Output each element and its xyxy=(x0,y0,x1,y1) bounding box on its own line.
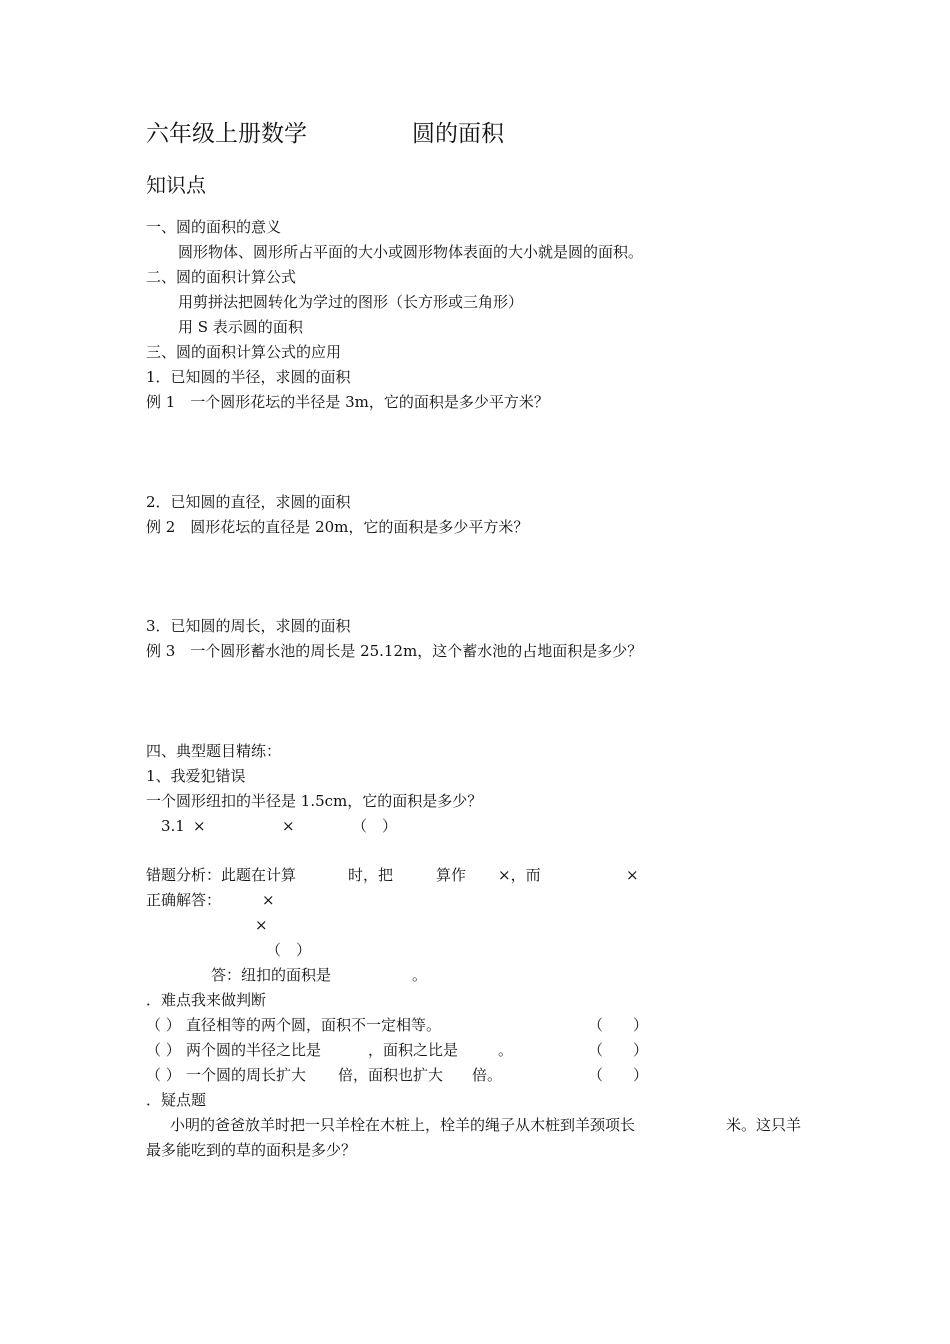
judge-1-lead: （ ） xyxy=(146,1016,181,1034)
s3-example2: 例 2 圆形花坛的直径是 20m，它的面积是多少平方米？ xyxy=(146,518,529,536)
s2-line1: 用剪拼法把圆转化为学过的图形（长方形或三角形） xyxy=(178,293,524,311)
p3-line1-a: 小明的爸爸放羊时把一只羊栓在木桩上，栓羊的绳子从木桩到羊颈项长 xyxy=(170,1116,636,1134)
correct-paren-line: （ ） xyxy=(266,941,312,959)
s1-heading: 一、圆的面积的意义 xyxy=(146,218,282,236)
p1-title: 1、我爱犯错误 xyxy=(146,767,246,785)
judge-3-text-a: 一个圆的周长扩大 xyxy=(186,1066,307,1084)
judge-3-box: （ ） xyxy=(588,1066,649,1084)
s1-text: 圆形物体、圆形所占平面的大小或圆形物体表面的大小就是圆的面积。 xyxy=(178,243,644,261)
s2-heading: 二、圆的面积计算公式 xyxy=(146,268,297,286)
judge-2-text-a: 两个圆的半径之比是 xyxy=(186,1041,322,1059)
p3-line2: 最多能吃到的草的面积是多少？ xyxy=(146,1141,357,1159)
analysis-b: 时，把 xyxy=(348,866,394,884)
section-heading: 知识点 xyxy=(146,173,206,197)
answer-label: 答：纽扣的面积是 xyxy=(211,966,332,984)
correct-times-line: × xyxy=(255,916,268,934)
judge-3-text-b: 倍，面积也扩大 xyxy=(338,1066,444,1084)
judge-3-text-c: 倍。 xyxy=(472,1066,503,1084)
s2-line2: 用 S 表示圆的面积 xyxy=(178,318,303,336)
s3-example3: 例 3 一个圆形蓄水池的周长是 25.12m，这个蓄水池的占地面积是多少？ xyxy=(146,642,643,660)
p3-title: ．疑点题 xyxy=(146,1091,207,1109)
answer-end: 。 xyxy=(412,966,428,984)
s4-heading: 四、典型题目精练： xyxy=(146,742,282,760)
judge-1-box: （ ） xyxy=(588,1016,649,1034)
p2-title: ．难点我来做判断 xyxy=(146,991,267,1009)
page-title-right: 圆的面积 xyxy=(412,121,504,147)
judge-2-box: （ ） xyxy=(588,1041,649,1059)
judge-3-lead: （ ） xyxy=(146,1066,181,1084)
p1-question: 一个圆形纽扣的半径是 1.5cm，它的面积是多少？ xyxy=(146,792,483,810)
p3-line1-b: 米。这只羊 xyxy=(726,1116,802,1134)
s3-item3: 3．已知圆的周长，求圆的面积 xyxy=(146,617,351,635)
p1-calc-paren: （ ） xyxy=(352,817,398,835)
p1-calc-times-1: × xyxy=(193,817,206,835)
correct-times: × xyxy=(262,891,275,909)
s3-example1: 例 1 一个圆形花坛的半径是 3m，它的面积是多少平方米？ xyxy=(146,393,549,411)
correct-label: 正确解答： xyxy=(146,891,222,909)
judge-1-text: 直径相等的两个圆，面积不一定相等。 xyxy=(186,1016,442,1034)
page-title-left: 六年级上册数学 xyxy=(146,121,307,147)
s3-heading: 三、圆的面积计算公式的应用 xyxy=(146,343,342,361)
s3-item1: 1．已知圆的半径，求圆的面积 xyxy=(146,368,351,386)
p1-calc-times-2: × xyxy=(282,817,295,835)
analysis-c: 算作 xyxy=(436,866,467,884)
p1-calc-number: 3.1 xyxy=(161,817,185,835)
judge-2-text-c: 。 xyxy=(498,1041,514,1059)
judge-2-text-b: ，面积之比是 xyxy=(368,1041,459,1059)
analysis-d: ×，而 xyxy=(498,866,541,884)
analysis-a: 错题分析：此题在计算 xyxy=(146,866,297,884)
s3-item2: 2．已知圆的直径，求圆的面积 xyxy=(146,493,351,511)
analysis-e: × xyxy=(626,866,639,884)
judge-2-lead: （ ） xyxy=(146,1041,181,1059)
